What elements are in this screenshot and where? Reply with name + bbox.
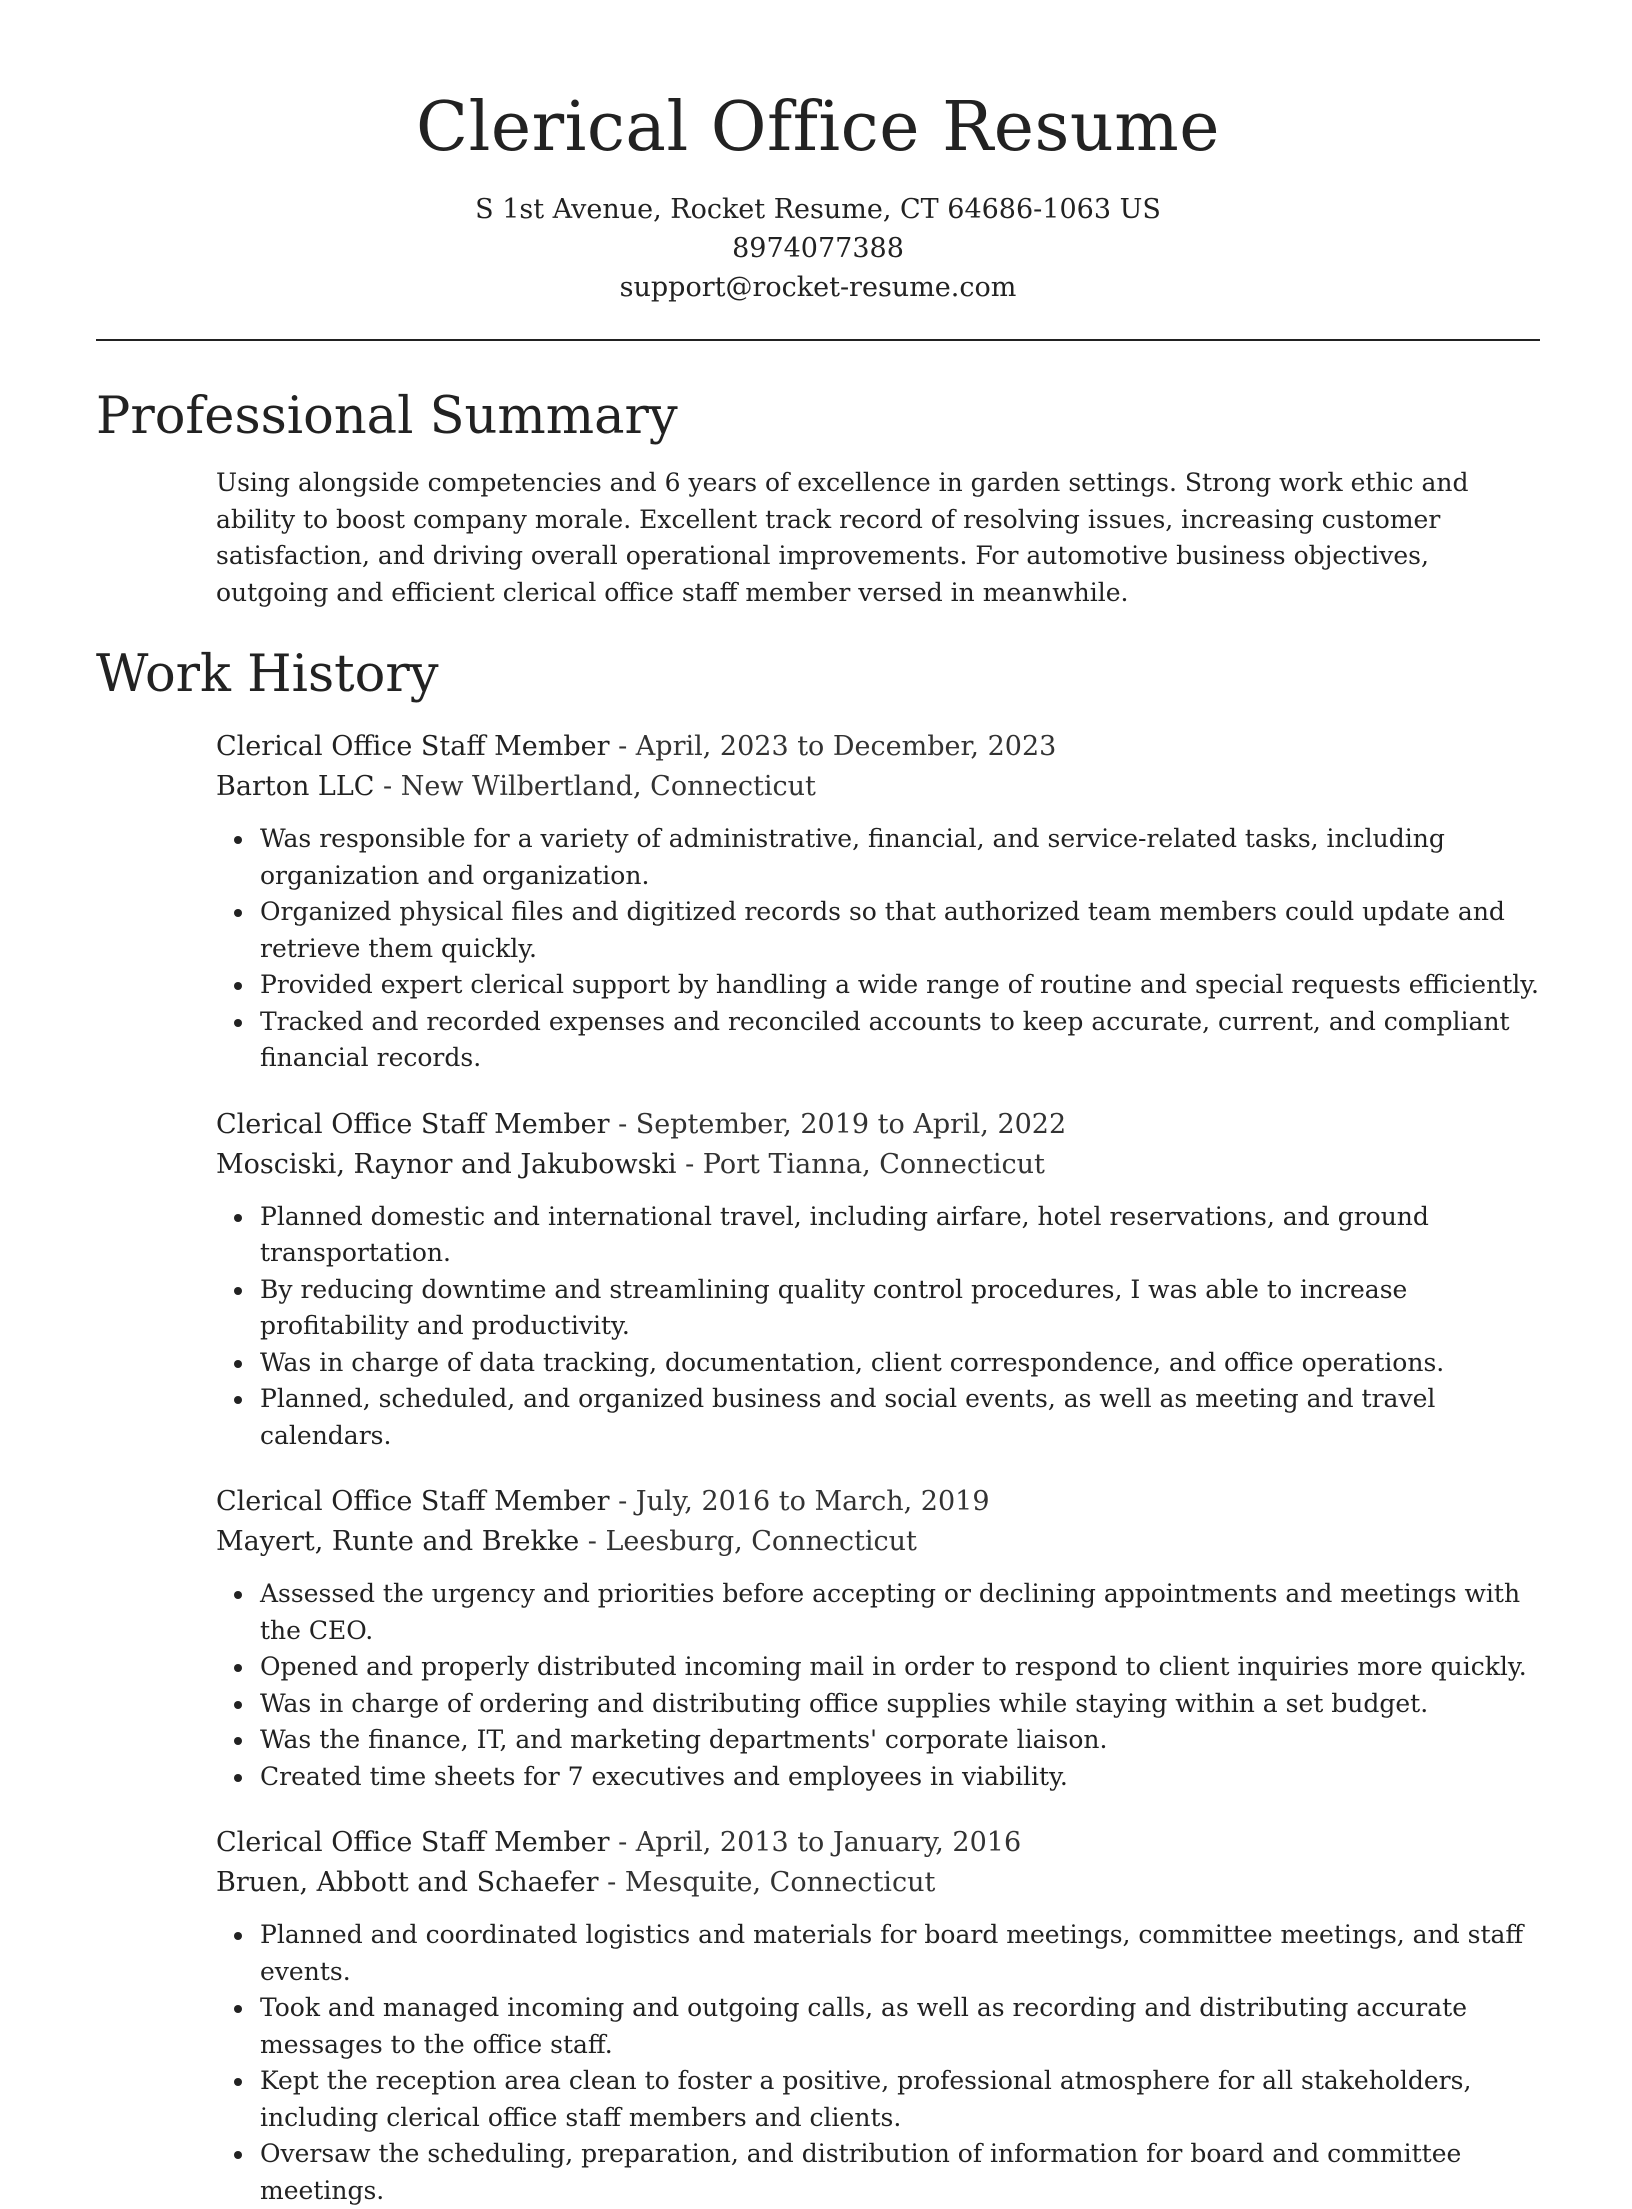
job-bullet: Oversaw the scheduling, preparation, and distribution of information for board and committee meetings. [260, 2136, 1560, 2209]
job-bullet: Opened and properly distributed incoming mail in order to respond to client inquiries more quickly. [260, 1649, 1560, 1686]
job-company-line [216, 767, 1540, 807]
job-role: Clerical Office Staff Member [216, 1827, 610, 1858]
job-bullet: Assessed the urgency and priorities before accepting or declining appointments and meetings with the CEO. [260, 1576, 1560, 1649]
job-company: Bruen, Abbott and Schaefer [216, 1867, 599, 1898]
job-role: Clerical Office Staff Member [216, 1108, 610, 1140]
contact-address: S 1st Avenue, Rocket Resume, CT 64686-1063 US [475, 194, 1161, 225]
job-bullet: Was responsible for a variety of administrative, financial, and service-related tasks, including organization and organization. [260, 821, 1560, 894]
job-dates: - April, 2023 to December, 2023 [609, 731, 1057, 762]
job-bullet: Created time sheets for 7 executives and employees in viability. [260, 1759, 1560, 1796]
summary-text: Using alongside competencies and 6 years of excellence in garden settings. Strong work ethic and ability to boost company morale. Excellent track record of resolving issues, increasing customer satisfaction, and driving overall operational improvements. For automotive business objectives, outgoing and efficient clerical office staff member versed in meanwhile. [216, 468, 1469, 607]
job-location: - Leesburg, Connecticut [579, 1526, 917, 1557]
summary-section [216, 465, 1540, 611]
job-company-line [216, 1145, 1540, 1185]
job-entry [216, 727, 1540, 1077]
job-bullet-list [216, 1199, 1540, 1455]
contact-info [96, 190, 1540, 307]
job-location: - New Wilbertland, Connecticut [374, 771, 816, 802]
section-title-work-history: Work History [96, 645, 439, 704]
job-title-line [216, 727, 1540, 767]
contact-phone: 8974077388 [732, 233, 904, 264]
job-bullet: Planned, scheduled, and organized business and social events, as well as meeting and travel calendars. [260, 1381, 1560, 1454]
resume-header [96, 0, 1540, 307]
job-company: Mayert, Runte and Brekke [216, 1526, 580, 1557]
job-dates: - September, 2019 to April, 2022 [609, 1108, 1067, 1140]
job-location: - Mesquite, Connecticut [598, 1867, 936, 1898]
job-bullet: Organized physical files and digitized records so that authorized team members could update and retrieve them quickly. [260, 894, 1560, 967]
job-bullet: Kept the reception area clean to foster a positive, professional atmosphere for all stakeholders, including clerical office staff members and clients. [260, 2063, 1560, 2136]
job-role: Clerical Office Staff Member [216, 731, 610, 762]
work-history-section [216, 727, 1540, 2209]
job-company-line [216, 1522, 1540, 1562]
job-dates: - July, 2016 to March, 2019 [609, 1486, 990, 1517]
job-title-line [216, 1823, 1540, 1863]
job-title-line [216, 1105, 1540, 1145]
header-divider [96, 339, 1540, 341]
job-entry [216, 1823, 1540, 2209]
job-bullet-list [216, 821, 1540, 1077]
job-bullet: Was in charge of data tracking, documentation, client correspondence, and office operations. [260, 1345, 1560, 1382]
job-role: Clerical Office Staff Member [216, 1486, 610, 1517]
job-bullet: Planned domestic and international travel, including airfare, hotel reservations, and ground transportation. [260, 1199, 1560, 1272]
job-bullet: Was in charge of ordering and distributing office supplies while staying within a set budget. [260, 1686, 1560, 1723]
job-dates: - April, 2013 to January, 2016 [609, 1827, 1022, 1858]
job-bullet-list [216, 1917, 1540, 2209]
job-bullet: Took and managed incoming and outgoing calls, as well as recording and distributing accurate messages to the office staff. [260, 1990, 1560, 2063]
job-company: Mosciski, Raynor and Jakubowski [216, 1148, 677, 1180]
job-company-line [216, 1863, 1540, 1903]
job-entry [216, 1105, 1540, 1455]
job-bullet: Provided expert clerical support by handling a wide range of routine and special requests efficiently. [260, 967, 1560, 1004]
job-title-line [216, 1482, 1540, 1522]
job-entry [216, 1482, 1540, 1795]
job-bullet: Planned and coordinated logistics and materials for board meetings, committee meetings, and staff events. [260, 1917, 1560, 1990]
job-bullet: Was the finance, IT, and marketing departments' corporate liaison. [260, 1722, 1560, 1759]
job-location: - Port Tianna, Connecticut [676, 1148, 1045, 1180]
job-bullet-list [216, 1576, 1540, 1795]
section-title-summary: Professional Summary [96, 387, 678, 446]
resume-page [96, 0, 1540, 2209]
resume-title: Clerical Office Resume [416, 88, 1220, 167]
job-bullet: Tracked and recorded expenses and reconciled accounts to keep accurate, current, and compliant financial records. [260, 1004, 1560, 1077]
job-company: Barton LLC [216, 771, 375, 802]
job-bullet: By reducing downtime and streamlining quality control procedures, I was able to increase profitability and productivity. [260, 1272, 1560, 1345]
contact-email: support@rocket-resume.com [619, 272, 1017, 303]
